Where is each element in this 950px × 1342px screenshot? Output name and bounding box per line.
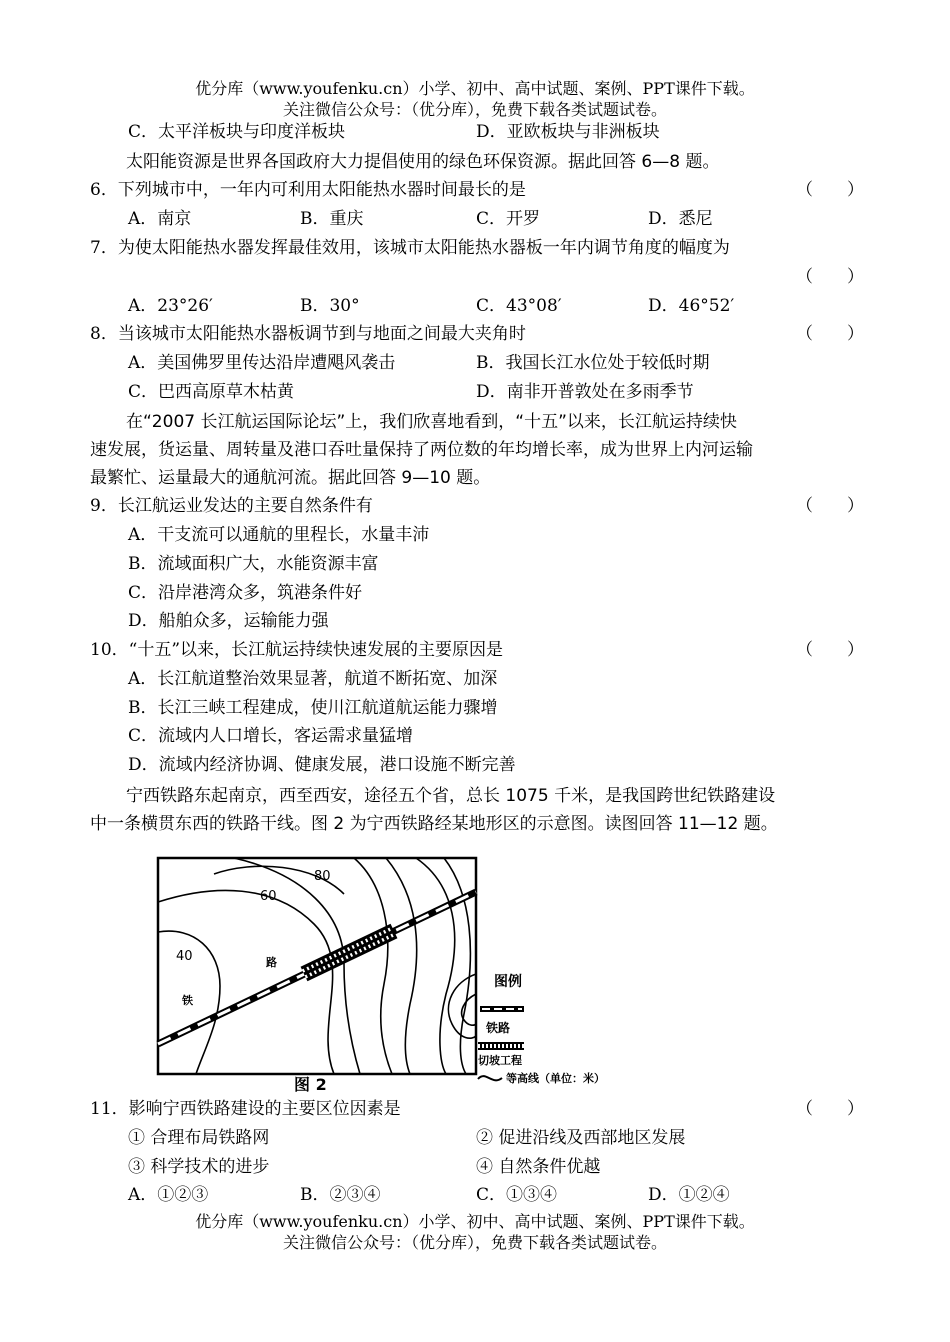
q8-stem: 8．当该城市太阳能热水器板调节到与地面之间最大夹角时 xyxy=(90,324,526,344)
intro-11-12-line-2: 中一条横贯东西的铁路干线。图 2 为宁西铁路经某地形区的示意图。读图回答 11—12 题。 xyxy=(90,814,778,834)
q11-statement-1: ① 合理布局铁路网 xyxy=(128,1128,270,1148)
header-line-2: 关注微信公众号：（优分库），免费下载各类试题试卷。 xyxy=(282,100,667,119)
footer-line-1: 优分库（www.youfenku.cn）小学、初中、高中试题、案例、PPT课件下载。 xyxy=(195,1212,755,1231)
q8-option-b: B．我国长江水位处于较低时期 xyxy=(476,353,710,373)
q9-option-a: A．干支流可以通航的里程长，水量丰沛 xyxy=(128,525,430,545)
q10-option-b: B．长江三峡工程建成，使川江航道航运能力骤增 xyxy=(128,698,498,718)
q9-option-d: D．船舶众多，运输能力强 xyxy=(128,611,329,631)
contour-label-60: 60 xyxy=(260,889,277,904)
contour-label-40: 40 xyxy=(176,949,193,964)
intro-9-10-line-1: 在“2007 长江航运国际论坛”上，我们欣喜地看到，“十五”以来，长江航运持续快 xyxy=(126,412,737,432)
q9-stem: 9．长江航运业发达的主要自然条件有 xyxy=(90,496,373,516)
q6-answer-bracket: （ ） xyxy=(796,180,864,200)
header-line-1: 优分库（www.youfenku.cn）小学、初中、高中试题、案例、PPT课件下载。 xyxy=(195,79,755,98)
q7-option-d: D．46°52′ xyxy=(648,296,735,316)
q11-statement-4: ④ 自然条件优越 xyxy=(476,1157,601,1177)
q10-option-a: A．长江航道整治效果显著，航道不断拓宽、加深 xyxy=(128,669,498,689)
q7-option-b: B．30° xyxy=(300,296,360,316)
q9-option-c: C．沿岸港湾众多，筑港条件好 xyxy=(128,583,363,603)
q6-option-a: A．南京 xyxy=(128,209,192,229)
q6-option-c: C．开罗 xyxy=(476,209,541,229)
q11-answer-bracket: （ ） xyxy=(796,1099,864,1119)
q7-stem: 7．为使太阳能热水器发挥最佳效用，该城市太阳能热水器板一年内调节角度的幅度为 xyxy=(90,238,730,258)
legend-contour-symbol xyxy=(478,1076,502,1080)
q10-option-c: C．流域内人口增长，客运需求量猛增 xyxy=(128,726,414,746)
legend-railway-symbol xyxy=(480,1006,524,1012)
q11-statement-3: ③ 科学技术的进步 xyxy=(128,1157,270,1177)
q8-option-d: D．南非开普敦处在多雨季节 xyxy=(476,382,694,402)
q9-option-b: B．流域面积广大，水能资源丰富 xyxy=(128,554,379,574)
q8-option-c: C．巴西高原草木枯黄 xyxy=(128,382,295,402)
railway-label-char: 铁 xyxy=(182,994,193,1007)
q9-answer-bracket: （ ） xyxy=(796,496,864,516)
q11-option-b: B．②③④ xyxy=(300,1185,381,1205)
q11-option-a: A．①②③ xyxy=(128,1185,209,1205)
q10-answer-bracket: （ ） xyxy=(796,640,864,660)
q6-stem: 6．下列城市中，一年内可利用太阳能热水器时间最长的是 xyxy=(90,180,526,200)
intro-9-10-line-3: 最繁忙、运量最大的通航河流。据此回答 9—10 题。 xyxy=(90,468,491,488)
intro-6-8: 太阳能资源是世界各国政府大力提倡使用的绿色环保资源。据此回答 6—8 题。 xyxy=(126,152,720,172)
q11-statement-2: ② 促进沿线及西部地区发展 xyxy=(476,1128,686,1148)
q5-option-d: D．亚欧板块与非洲板块 xyxy=(476,122,660,142)
legend-contour-label: 等高线（单位：米） xyxy=(506,1072,605,1085)
railway-label-char: 路 xyxy=(266,956,277,969)
q5-option-c: C．太平洋板块与印度洋板块 xyxy=(128,122,346,142)
q8-option-a: A．美国佛罗里传达沿岸遭飓风袭击 xyxy=(128,353,396,373)
q11-option-d: D．①②④ xyxy=(648,1185,730,1205)
q7-option-a: A．23°26′ xyxy=(128,296,213,316)
q6-option-d: D．悉尼 xyxy=(648,209,713,229)
q7-answer-bracket: （ ） xyxy=(796,267,864,287)
legend-railway-label: 铁路 xyxy=(486,1021,511,1035)
figure-2-contour-map xyxy=(154,854,644,1094)
legend-title: 图例 xyxy=(494,974,522,990)
q6-option-b: B．重庆 xyxy=(300,209,364,229)
q10-stem: 10．“十五”以来，长江航运持续快速发展的主要原因是 xyxy=(90,640,504,660)
q7-option-c: C．43°08′ xyxy=(476,296,562,316)
q11-option-c: C．①③④ xyxy=(476,1185,558,1205)
legend-cut-slope-label: 切坡工程 xyxy=(478,1054,522,1067)
intro-11-12-line-1: 宁西铁路东起南京，西至西安，途径五个省，总长 1075 千米，是我国跨世纪铁路建设 xyxy=(126,786,776,806)
figure-caption: 图 2 xyxy=(294,1075,327,1094)
intro-9-10-line-2: 速发展，货运量、周转量及港口吞吐量保持了两位数的年均增长率，成为世界上内河运输 xyxy=(90,440,753,460)
q10-option-d: D．流域内经济协调、健康发展，港口设施不断完善 xyxy=(128,755,516,775)
q11-stem: 11．影响宁西铁路建设的主要区位因素是 xyxy=(90,1099,401,1119)
legend-cut-slope-symbol xyxy=(478,1042,524,1050)
contour-label-80: 80 xyxy=(314,869,331,884)
footer-line-2: 关注微信公众号：（优分库），免费下载各类试题试卷。 xyxy=(282,1233,667,1252)
q8-answer-bracket: （ ） xyxy=(796,324,864,344)
